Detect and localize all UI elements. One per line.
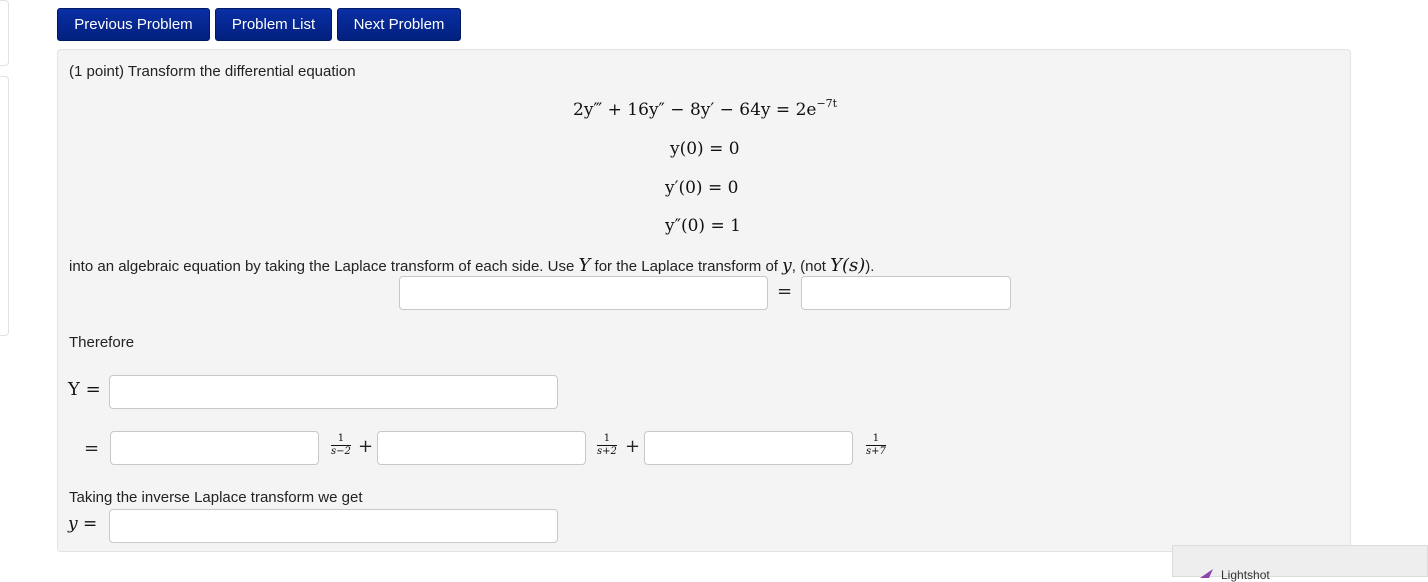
differential-equation — [573, 97, 838, 120]
equation-main: 2y‴ + 16y″ − 8y′ − 64y = 2e — [573, 100, 817, 120]
instructions-part1: into an algebraic equation by taking the Laplace transform of each side. Use — [69, 258, 575, 275]
Y-input[interactable] — [109, 375, 558, 409]
coefficient-1-input[interactable] — [110, 431, 319, 465]
therefore-label: Therefore — [69, 334, 135, 351]
plus-sign-2: + — [625, 436, 641, 457]
initial-condition-2: y′(0) = 0 — [665, 178, 739, 198]
inverse-transform-text: Taking the inverse Laplace transform we get — [69, 489, 363, 506]
fraction-2-numerator: 1 — [603, 433, 611, 444]
instructions-part3: , (not — [791, 258, 826, 275]
y-input[interactable] — [109, 509, 558, 543]
fraction-1-denominator: s−2 — [331, 446, 351, 457]
instructions-part2: for the Laplace transform of — [594, 258, 778, 275]
lightshot-label: Lightshot — [1221, 568, 1270, 582]
initial-condition-1: y(0) = 0 — [670, 139, 740, 159]
lightshot-overlay[interactable] — [1172, 545, 1428, 582]
Y-equals-label: Y = — [68, 379, 101, 400]
problem-intro: (1 point) Transform the differential equation — [69, 63, 356, 80]
equation-exponent: −7t — [816, 97, 838, 110]
fraction-3-denominator: s+7 — [866, 446, 886, 457]
fraction-2-denominator: s+2 — [597, 446, 617, 457]
fraction-1-over-s-plus-2 — [597, 434, 617, 457]
coefficient-2-input[interactable] — [377, 431, 586, 465]
initial-condition-3: y″(0) = 1 — [665, 216, 741, 236]
plus-sign-1: + — [358, 436, 374, 457]
laplace-lhs-input[interactable] — [399, 276, 768, 310]
fraction-1-numerator: 1 — [337, 433, 345, 444]
laplace-rhs-input[interactable] — [801, 276, 1011, 310]
Ys-symbol: Y(s) — [830, 255, 866, 276]
equals-sign: = — [777, 281, 793, 302]
fraction-1-over-s-minus-2 — [331, 434, 351, 457]
Y-symbol: Y — [578, 255, 591, 276]
y-equals-label: y = — [68, 514, 98, 534]
coefficient-3-input[interactable] — [644, 431, 853, 465]
fraction-1-over-s-plus-7 — [866, 434, 886, 457]
y-symbol: y — [782, 256, 792, 276]
partial-fraction-equals: = — [84, 438, 100, 459]
previous-problem-button[interactable]: Previous Problem — [57, 8, 210, 41]
problem-panel — [57, 49, 1351, 552]
side-panel-edge-top — [0, 0, 9, 66]
fraction-3-numerator: 1 — [872, 433, 880, 444]
next-problem-button[interactable]: Next Problem — [337, 8, 461, 41]
instructions-part4: ). — [865, 258, 875, 275]
side-panel-edge — [0, 76, 9, 336]
instructions-text — [69, 255, 874, 276]
problem-list-button[interactable]: Problem List — [215, 8, 332, 41]
